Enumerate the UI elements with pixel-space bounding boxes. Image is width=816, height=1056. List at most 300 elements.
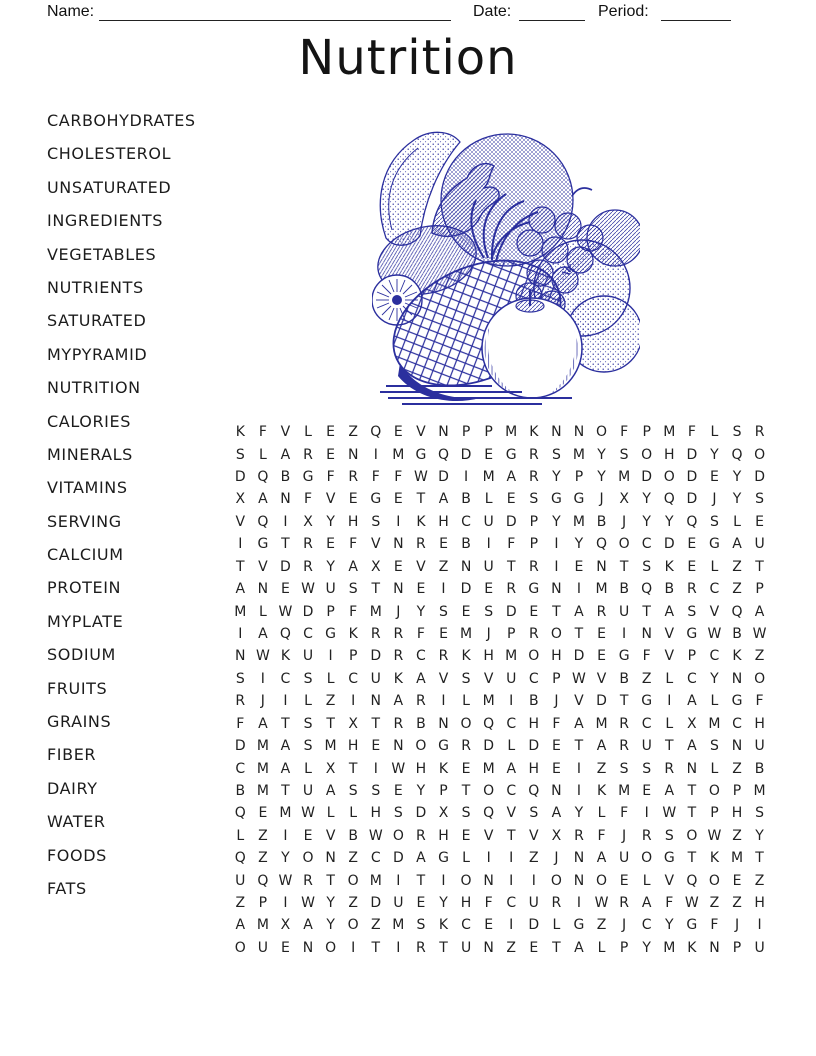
grid-letter: K xyxy=(438,760,449,777)
grid-letter: W xyxy=(413,469,428,486)
grid-letter: T xyxy=(687,782,697,799)
grid-letter: F xyxy=(552,715,561,732)
grid-letter: L xyxy=(258,603,267,620)
grid-letter: N xyxy=(438,715,449,732)
grid-letter: Y xyxy=(326,558,335,575)
grid-letter: E xyxy=(484,446,494,463)
grid-letter: H xyxy=(754,895,765,912)
grid-letter: U xyxy=(506,670,517,687)
grid-letter: O xyxy=(686,827,698,844)
grid-letter: O xyxy=(460,715,472,732)
grid-letter: A xyxy=(641,895,652,912)
date-label: Date: xyxy=(473,3,512,20)
grid-letter: G xyxy=(550,491,562,508)
grid-letter: D xyxy=(505,513,517,530)
grid-letter: T xyxy=(439,939,448,956)
grid-letter: Z xyxy=(732,895,742,912)
grid-letter: I xyxy=(396,939,401,956)
grid-letter: Q xyxy=(483,805,495,822)
grid-letter: O xyxy=(596,424,608,441)
grid-letter: G xyxy=(663,850,675,867)
grid-letter: E xyxy=(461,603,471,620)
grid-letter: F xyxy=(597,827,606,844)
grid-letter: M xyxy=(482,469,495,486)
grid-letter: Q xyxy=(257,469,269,486)
grid-letter: F xyxy=(665,895,674,912)
grid-letter: Q xyxy=(731,603,743,620)
word-list-item: NUTRITION xyxy=(47,378,141,398)
grid-letter: T xyxy=(236,558,245,575)
grid-letter: M xyxy=(753,782,766,799)
grid-letter: U xyxy=(618,850,630,867)
grid-letter: X xyxy=(687,715,697,732)
grid-letter: J xyxy=(260,693,265,710)
word-list-item: VITAMINS xyxy=(47,478,128,498)
grid-letter: D xyxy=(483,738,495,755)
grid-letter: A xyxy=(235,581,246,598)
grid-letter: E xyxy=(393,782,403,799)
grid-letter: M xyxy=(730,850,744,867)
grid-letter: O xyxy=(641,446,653,463)
grid-letter: V xyxy=(574,693,584,710)
grid-letter: C xyxy=(641,917,652,934)
grid-letter: Z xyxy=(732,760,742,777)
grid-letter: L xyxy=(462,850,470,867)
grid-letter: D xyxy=(686,491,698,508)
grid-letter: M xyxy=(392,446,405,463)
grid-letter: L xyxy=(597,805,606,822)
grid-letter: A xyxy=(596,850,607,867)
grid-letter: E xyxy=(439,536,448,553)
grid-letter: A xyxy=(506,760,517,777)
grid-letter: I xyxy=(396,872,401,889)
grid-letter: T xyxy=(371,939,381,956)
grid-letter: I xyxy=(644,805,649,822)
grid-letter: S xyxy=(393,805,403,822)
grid-letter: T xyxy=(506,558,516,575)
grid-letter: P xyxy=(348,648,358,665)
name-blank-line xyxy=(99,2,451,21)
grid-letter: R xyxy=(393,715,404,732)
grid-letter: U xyxy=(257,939,268,956)
grid-letter: T xyxy=(552,603,561,620)
word-list-item: CHOLESTEROL xyxy=(47,144,172,164)
grid-letter: V xyxy=(483,670,494,687)
grid-letter: R xyxy=(619,738,629,755)
grid-letter: Y xyxy=(574,536,584,553)
grid-letter: Z xyxy=(325,693,336,710)
word-list-item: FIBER xyxy=(47,745,97,765)
grid-letter: A xyxy=(754,603,765,620)
grid-letter: T xyxy=(619,693,629,710)
grid-letter: K xyxy=(664,558,674,575)
grid-letter: U xyxy=(618,603,630,620)
grid-letter: F xyxy=(755,693,764,710)
grid-letter: E xyxy=(461,760,471,777)
grid-letter: X xyxy=(280,917,291,934)
period-label: Period: xyxy=(598,3,649,20)
grid-letter: O xyxy=(415,738,427,755)
grid-letter: O xyxy=(347,872,359,889)
grid-letter: O xyxy=(754,446,766,463)
grid-letter: O xyxy=(528,648,540,665)
grid-letter: Z xyxy=(348,850,358,867)
grid-letter: E xyxy=(597,648,606,665)
word-list-item: VEGETABLES xyxy=(47,244,157,264)
grid-letter: C xyxy=(641,715,652,732)
grid-letter: A xyxy=(348,558,358,575)
grid-letter: T xyxy=(755,558,764,575)
grid-letter: N xyxy=(393,581,404,598)
grid-letter: A xyxy=(574,939,584,956)
grid-letter: C xyxy=(506,782,517,799)
grid-letter: N xyxy=(551,424,562,441)
grid-letter: Q xyxy=(257,513,269,530)
grid-letter: H xyxy=(528,715,540,732)
word-list-item: CARBOHYDRATES xyxy=(47,111,196,130)
grid-letter: H xyxy=(415,760,427,777)
grid-letter: I xyxy=(531,872,536,889)
grid-letter: T xyxy=(574,738,584,755)
grid-letter: E xyxy=(393,491,403,508)
grid-letter: I xyxy=(576,760,582,777)
grid-letter: S xyxy=(235,670,245,687)
grid-letter: Y xyxy=(326,895,335,912)
grid-letter: R xyxy=(528,446,539,463)
grid-letter: I xyxy=(373,446,378,463)
grid-letter: P xyxy=(552,670,561,687)
grid-letter: Q xyxy=(686,872,698,889)
grid-letter: O xyxy=(302,850,314,867)
grid-letter: I xyxy=(486,536,491,553)
word-list-item: UNSATURATED xyxy=(47,177,172,197)
grid-letter: L xyxy=(665,715,674,732)
grid-letter: Y xyxy=(574,805,584,822)
grid-letter: Z xyxy=(506,939,517,956)
grid-letter: R xyxy=(619,895,629,912)
grid-letter: G xyxy=(505,446,517,463)
grid-letter: S xyxy=(348,782,358,799)
grid-letter: N xyxy=(551,782,562,799)
grid-letter: T xyxy=(687,805,697,822)
grid-letter: O xyxy=(483,782,495,799)
grid-letter: A xyxy=(416,850,426,867)
grid-letter: O xyxy=(596,872,608,889)
grid-letter: U xyxy=(754,939,765,956)
grid-letter: T xyxy=(326,872,335,889)
grid-letter: E xyxy=(416,581,426,598)
grid-letter: O xyxy=(663,469,675,486)
grid-letter: V xyxy=(416,558,426,575)
grid-letter: L xyxy=(326,670,335,687)
grid-letter: H xyxy=(483,648,494,665)
grid-letter: A xyxy=(235,917,246,934)
grid-letter: V xyxy=(529,827,539,844)
grid-letter: D xyxy=(280,558,291,575)
grid-letter: L xyxy=(484,491,493,508)
grid-letter: N xyxy=(573,872,585,889)
grid-letter: I xyxy=(509,917,514,934)
grid-letter: X xyxy=(438,805,449,822)
grid-letter: V xyxy=(325,827,336,844)
grid-letter: S xyxy=(529,491,539,508)
grid-letter: R xyxy=(619,715,629,732)
grid-letter: F xyxy=(349,603,358,620)
grid-letter: S xyxy=(755,491,765,508)
grid-letter: I xyxy=(509,850,514,867)
grid-letter: A xyxy=(280,738,291,755)
grid-letter: F xyxy=(687,424,696,441)
grid-letter: T xyxy=(416,872,426,889)
grid-letter: D xyxy=(234,738,246,755)
grid-letter: H xyxy=(347,513,359,530)
grid-letter: Y xyxy=(416,782,426,799)
grid-letter: I xyxy=(396,513,401,530)
grid-letter: M xyxy=(505,648,518,665)
grid-letter: T xyxy=(326,715,335,732)
grid-letter: E xyxy=(551,738,561,755)
grid-letter: S xyxy=(303,670,313,687)
word-list-item: GRAINS xyxy=(47,712,112,732)
grid-letter: G xyxy=(528,581,540,598)
grid-letter: U xyxy=(754,536,765,553)
grid-letter: Y xyxy=(755,827,764,844)
grid-letter: Q xyxy=(641,581,653,598)
grid-letter: V xyxy=(370,536,381,553)
grid-letter: R xyxy=(461,738,471,755)
grid-letter: L xyxy=(258,446,267,463)
grid-letter: C xyxy=(686,670,697,687)
grid-letter: L xyxy=(349,805,358,822)
grid-letter: E xyxy=(258,805,268,822)
grid-letter: H xyxy=(438,827,449,844)
grid-letter: A xyxy=(280,446,291,463)
grid-letter: X xyxy=(303,513,313,530)
grid-letter: T xyxy=(371,581,381,598)
grid-letter: L xyxy=(665,670,674,687)
grid-letter: E xyxy=(371,738,381,755)
grid-letter: E xyxy=(687,536,697,553)
grid-letter: L xyxy=(552,917,561,934)
grid-letter: C xyxy=(303,626,313,642)
grid-letter: Z xyxy=(709,895,720,912)
grid-letter: M xyxy=(618,469,631,486)
grid-letter: E xyxy=(326,446,336,463)
grid-letter: Y xyxy=(642,491,651,508)
grid-letter: M xyxy=(256,782,269,799)
grid-letter: G xyxy=(731,693,743,710)
grid-letter: J xyxy=(622,513,627,530)
grid-letter: E xyxy=(529,603,539,620)
grid-letter: Q xyxy=(437,446,449,463)
grid-letter: J xyxy=(599,491,604,508)
grid-letter: M xyxy=(708,715,721,732)
grid-letter: T xyxy=(619,558,629,575)
grid-letter: S xyxy=(619,446,629,463)
grid-letter: S xyxy=(303,738,313,755)
grid-letter: W xyxy=(752,626,767,642)
word-list-item: MYPYRAMID xyxy=(47,344,148,364)
word-list-item: WATER xyxy=(47,812,106,832)
grid-letter: Y xyxy=(597,446,606,463)
grid-letter: R xyxy=(551,895,562,912)
grid-letter: I xyxy=(622,626,627,642)
grid-letter: S xyxy=(732,424,742,441)
grid-letter: O xyxy=(641,850,653,867)
word-list-item: FATS xyxy=(47,878,87,898)
grid-letter: F xyxy=(258,424,267,441)
grid-letter: Z xyxy=(641,670,652,687)
grid-letter: B xyxy=(235,782,246,799)
grid-letter: T xyxy=(687,850,697,867)
grid-letter: H xyxy=(664,446,675,463)
grid-letter: M xyxy=(663,939,676,956)
grid-letter: N xyxy=(393,738,404,755)
grid-letter: L xyxy=(642,872,651,889)
grid-letter: I xyxy=(351,939,356,956)
grid-letter: N xyxy=(551,581,562,598)
grid-letter: N xyxy=(280,491,291,508)
grid-letter: A xyxy=(551,805,562,822)
grid-letter: A xyxy=(664,782,675,799)
grid-letter: C xyxy=(506,715,517,732)
grid-letter: V xyxy=(664,648,675,665)
grid-letter: P xyxy=(484,424,493,441)
grid-letter: A xyxy=(687,693,697,710)
grid-letter: G xyxy=(641,693,653,710)
grid-letter: N xyxy=(257,581,269,598)
grid-letter: R xyxy=(506,581,517,598)
grid-letter: L xyxy=(326,805,335,822)
grid-letter: M xyxy=(482,693,495,710)
grid-letter: R xyxy=(348,469,359,486)
word-list-item: INGREDIENTS xyxy=(47,211,163,231)
grid-letter: P xyxy=(732,939,742,956)
grid-letter: Z xyxy=(732,581,742,598)
grid-letter: V xyxy=(416,424,426,441)
grid-letter: P xyxy=(619,939,629,956)
grid-letter: H xyxy=(731,805,743,822)
grid-letter: J xyxy=(712,491,717,508)
grid-letter: A xyxy=(258,491,268,508)
grid-letter: E xyxy=(461,827,471,844)
grid-letter: A xyxy=(258,715,268,732)
grid-letter: I xyxy=(260,670,265,687)
grid-letter: H xyxy=(370,805,382,822)
grid-letter: Y xyxy=(326,917,335,934)
grid-letter: A xyxy=(664,603,675,620)
grid-letter: C xyxy=(709,581,720,598)
grid-letter: R xyxy=(528,469,539,486)
word-list-item: SODIUM xyxy=(47,645,116,665)
grid-letter: R xyxy=(393,626,404,642)
grid-letter: W xyxy=(301,805,315,822)
grid-letter: K xyxy=(596,782,607,799)
grid-letter: U xyxy=(460,939,472,956)
grid-letter: D xyxy=(505,603,517,620)
word-list-item: SATURATED xyxy=(47,311,147,331)
grid-letter: W xyxy=(278,603,293,620)
grid-letter: G xyxy=(370,491,382,508)
grid-letter: Y xyxy=(642,513,651,530)
grid-letter: G xyxy=(438,850,449,867)
grid-letter: V xyxy=(596,670,607,687)
grid-letter: B xyxy=(596,513,607,530)
grid-letter: Q xyxy=(234,850,246,867)
grid-letter: S xyxy=(371,782,381,799)
grid-letter: R xyxy=(303,872,313,889)
grid-letter: D xyxy=(686,446,698,463)
date-blank-line xyxy=(519,2,585,21)
grid-letter: F xyxy=(236,715,245,732)
grid-letter: F xyxy=(484,895,493,912)
grid-letter: N xyxy=(731,738,743,755)
grid-letter: R xyxy=(528,558,539,575)
grid-letter: E xyxy=(574,558,584,575)
grid-letter: D xyxy=(573,648,585,665)
grid-letter: C xyxy=(461,917,471,934)
grid-letter: M xyxy=(572,446,585,463)
grid-letter: O xyxy=(392,827,404,844)
grid-letter: B xyxy=(754,760,765,777)
grid-letter: I xyxy=(576,895,582,912)
grid-letter: Q xyxy=(483,715,495,732)
grid-letter: K xyxy=(687,939,697,956)
grid-letter: S xyxy=(755,805,765,822)
grid-letter: I xyxy=(283,693,288,710)
grid-letter: L xyxy=(710,424,719,441)
grid-letter: Y xyxy=(326,513,335,530)
grid-letter: R xyxy=(416,939,426,956)
grid-letter: F xyxy=(507,536,516,553)
grid-letter: E xyxy=(281,939,290,956)
grid-letter: I xyxy=(576,581,582,598)
grid-letter: E xyxy=(439,626,448,642)
grid-letter: S xyxy=(348,581,358,598)
grid-letter: U xyxy=(302,648,314,665)
grid-letter: G xyxy=(415,446,427,463)
grid-letter: W xyxy=(301,581,315,598)
grid-letter: T xyxy=(281,782,290,799)
grid-letter: P xyxy=(439,782,448,799)
grid-letter: N xyxy=(573,850,585,867)
grid-letter: S xyxy=(619,760,629,777)
grid-letter: V xyxy=(438,670,449,687)
page-title: Nutrition xyxy=(298,30,518,86)
grid-letter: D xyxy=(415,805,427,822)
grid-letter: X xyxy=(551,827,562,844)
grid-letter: R xyxy=(303,446,313,463)
grid-letter: P xyxy=(461,424,471,441)
grid-letter: D xyxy=(686,469,698,486)
grid-letter: M xyxy=(256,917,269,934)
grid-letter: J xyxy=(554,693,559,710)
grid-letter: X xyxy=(619,491,629,508)
grid-letter: O xyxy=(234,939,246,956)
grid-letter: T xyxy=(506,827,516,844)
grid-letter: H xyxy=(551,648,562,665)
grid-letter: P xyxy=(710,805,719,822)
grid-letter: Z xyxy=(258,850,268,867)
grid-letter: W xyxy=(662,805,677,822)
grid-letter: R xyxy=(528,626,539,642)
grid-letter: A xyxy=(596,738,607,755)
grid-letter: B xyxy=(348,827,358,844)
grid-letter: B xyxy=(461,491,471,508)
grid-letter: I xyxy=(441,872,446,889)
grid-letter: O xyxy=(550,626,562,642)
grid-letter: P xyxy=(258,895,268,912)
